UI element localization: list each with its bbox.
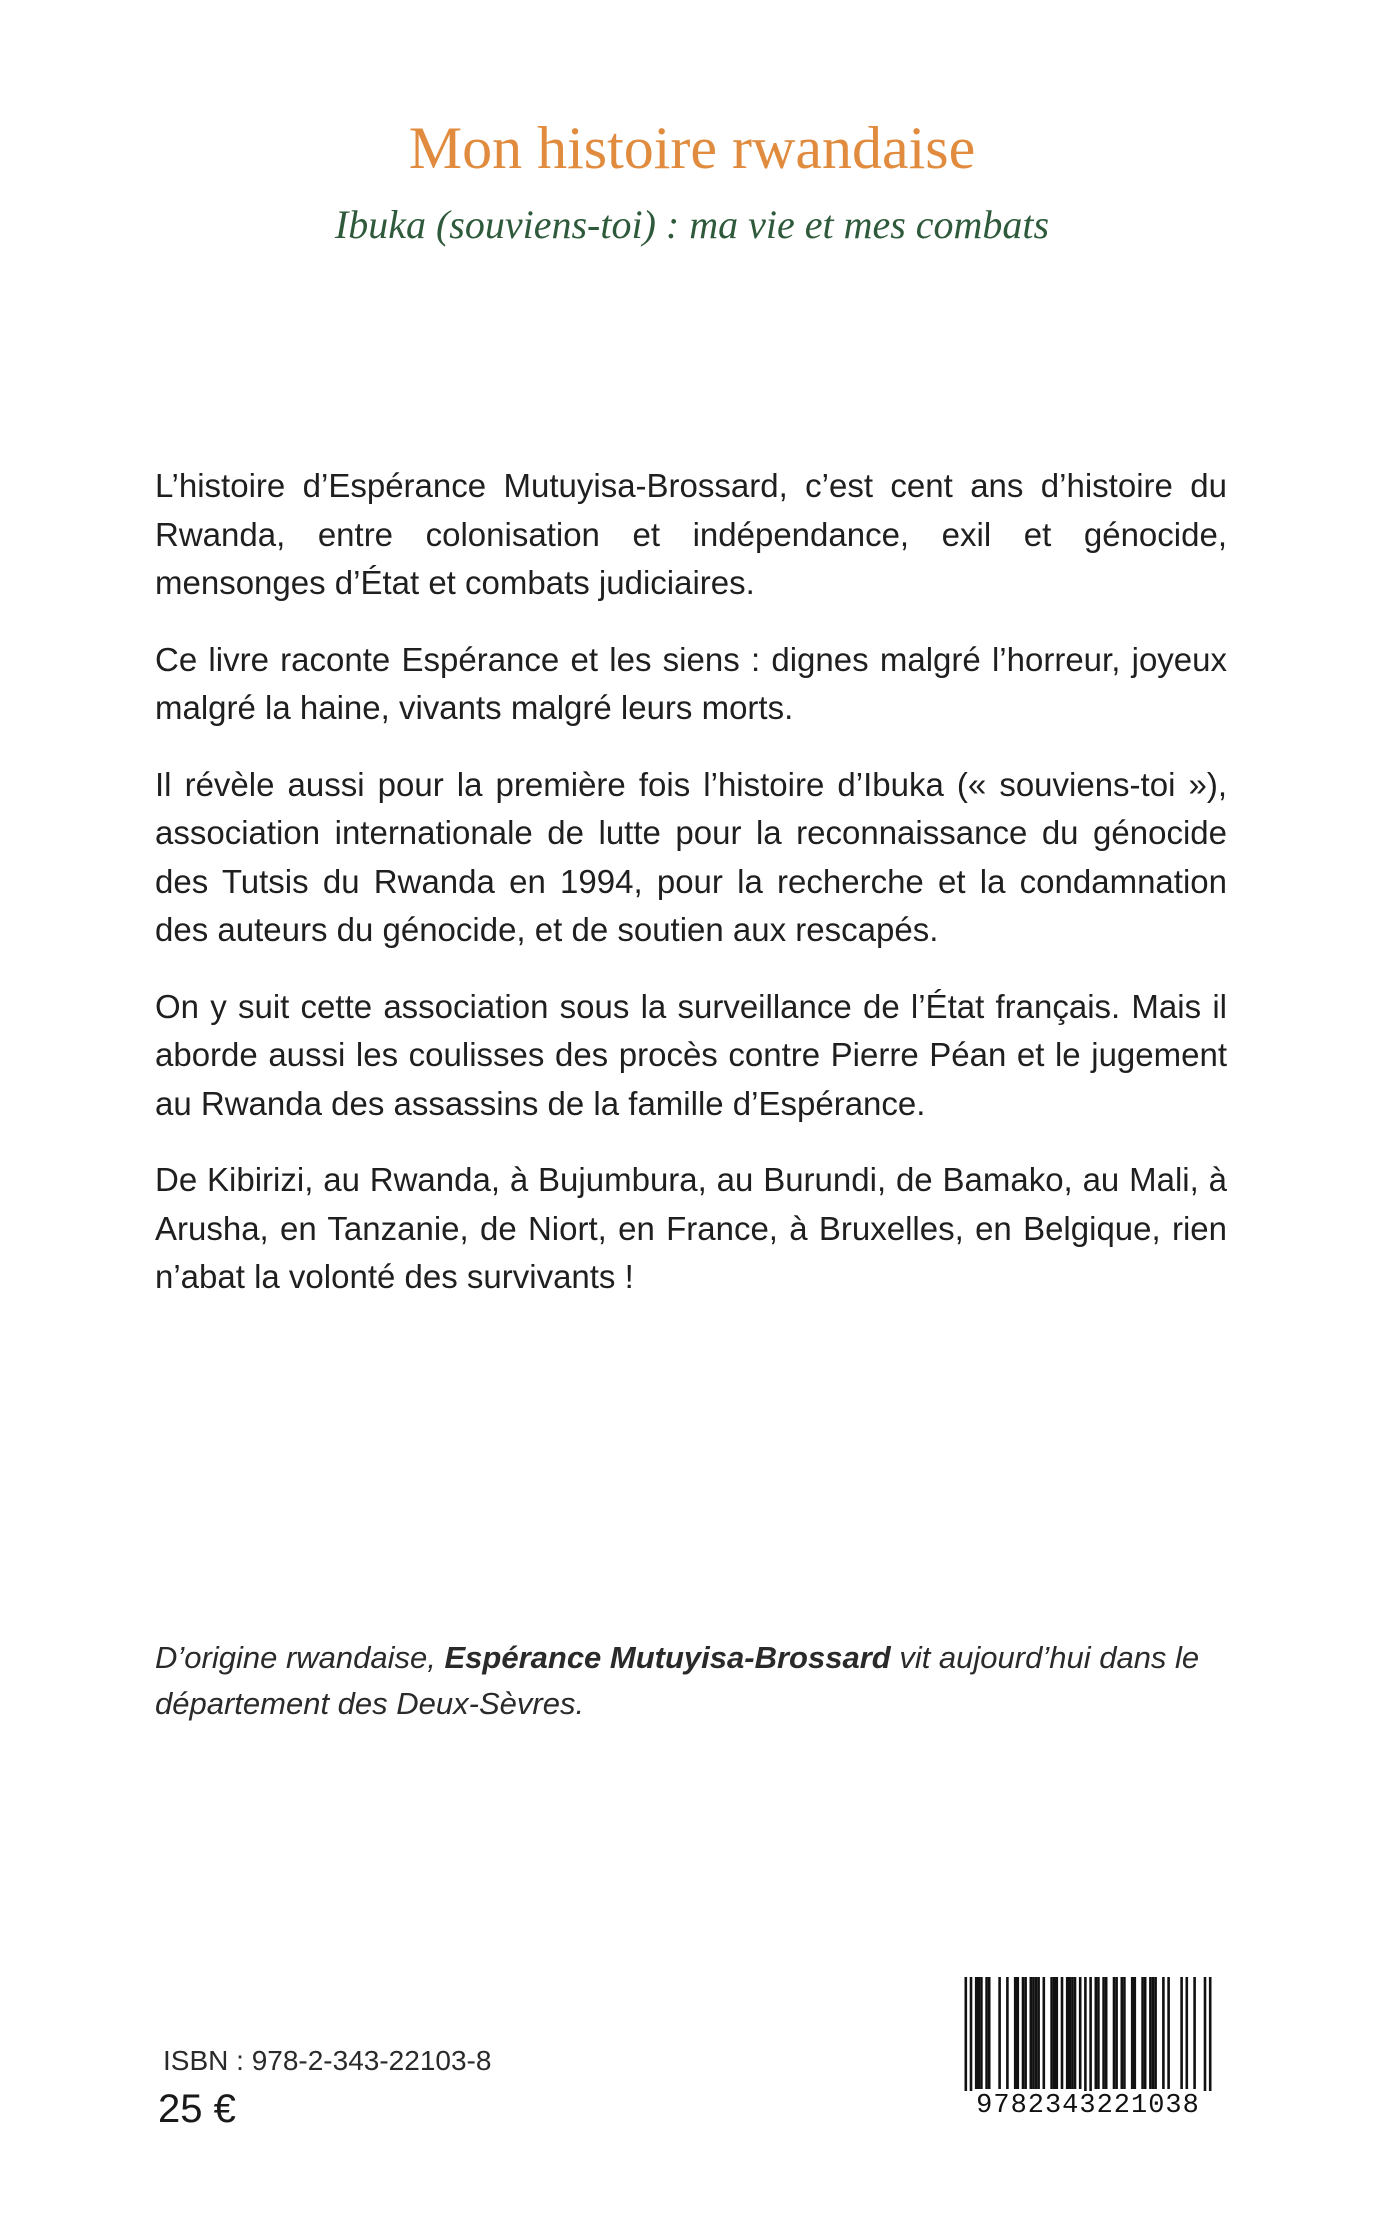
barcode-bar: [1006, 1977, 1009, 2089]
barcode-bar: [970, 1977, 973, 2095]
blurb-paragraph: On y suit cette association sous la surveillance de l’État français. Mais il aborde aussi les coulisses des procès contre Pierre Péan et le jugement au Rwanda des assassins de la famille d’Espérance.: [155, 987, 1227, 1122]
barcode-bar: [1105, 1977, 1108, 2089]
barcode-bar: [1204, 1977, 1207, 2095]
barcode-bar: [1014, 1977, 1017, 2089]
barcode-bar: [1095, 1977, 1098, 2089]
barcode-bar: [1084, 1977, 1087, 2095]
blurb-paragraph: Ce livre raconte Espérance et les siens : dignes malgré l’horreur, joyeux malgré la haine, vivants malgré leurs morts.: [155, 640, 1227, 726]
barcode-bar: [1035, 1977, 1038, 2089]
book-subtitle: Ibuka (souviens-toi) : ma vie et mes combats: [334, 202, 1050, 247]
barcode-bar: [1180, 1977, 1183, 2089]
barcode-bar: [1024, 1977, 1027, 2089]
price-label: 25 €: [158, 2087, 236, 2131]
barcode-bar: [1089, 1977, 1092, 2095]
barcode-bar: [1030, 1977, 1033, 2089]
barcode-bar: [965, 1977, 968, 2095]
barcode-bar: [1209, 1977, 1212, 2095]
blurb-paragraph: L’histoire d’Espérance Mutuyisa-Brossard, c’est cent ans d’histoire du Rwanda, entre colonisation et indépendance, exil et génocide, mensonges d’État et combats judiciaires.: [155, 467, 1227, 601]
barcode-bar: [1123, 1977, 1126, 2089]
author-bio-rest: vit aujourd’hui dans le département des Deux-Sèvres.: [155, 1640, 1200, 1721]
barcode-bar: [988, 1977, 991, 2089]
barcode-bar: [998, 1977, 1001, 2089]
barcode-bar: [1141, 1977, 1144, 2089]
barcode-bar: [1186, 1977, 1189, 2089]
book-title: Mon histoire rwandaise: [408, 115, 976, 181]
barcode-bar: [1053, 1977, 1056, 2089]
barcode-bar: [1050, 1977, 1053, 2089]
barcode-bar: [1149, 1977, 1152, 2089]
barcode-bar: [1193, 1977, 1196, 2089]
barcode-bar: [1074, 1977, 1077, 2089]
author-bio-intro: D’origine rwandaise,: [155, 1640, 445, 1675]
blurb-paragraph: Il révèle aussi pour la première fois l’histoire d’Ibuka (« souviens-toi »), association internationale de lutte pour la reconnaissance du génocide des Tutsis du Rwanda en 1994, pour la recherche et la condamnation des auteurs du génocide, et de soutien aux rescapés.: [155, 765, 1227, 948]
barcode-bar: [980, 1977, 983, 2089]
author-bio: [155, 1635, 1235, 1727]
barcode-bar: [1056, 1977, 1059, 2089]
barcode-bar: [1113, 1977, 1116, 2089]
barcode-bars: [948, 1977, 1228, 2095]
barcode-bar: [1162, 1977, 1165, 2089]
barcode-bar: [1121, 1977, 1124, 2089]
barcode-bar: [1154, 1977, 1157, 2089]
blurb-paragraph: De Kibirizi, au Rwanda, à Bujumbura, au Burundi, de Bamako, au Mali, à Arusha, en Tanzanie, de Niort, en France, à Bruxelles, en Belgique, rien n’abat la volonté des survivants !: [155, 1161, 1227, 1295]
barcode-bar: [1022, 1977, 1025, 2089]
back-cover-blurb: [155, 462, 1227, 1330]
barcode-bar: [1131, 1977, 1134, 2089]
barcode-bar: [1032, 1977, 1035, 2089]
barcode-bar: [1097, 1977, 1100, 2089]
barcode-bar: [1115, 1977, 1118, 2089]
isbn-number: ISBN : 978-2-343-22103-8: [163, 2045, 492, 2076]
barcode-bar: [1079, 1977, 1082, 2089]
barcode-bar: [1043, 1977, 1046, 2089]
barcode-bar: [1071, 1977, 1074, 2089]
barcode-bar: [1017, 1977, 1020, 2089]
barcode-bar: [1066, 1977, 1069, 2089]
barcode-bar: [1144, 1977, 1147, 2089]
barcode-bar: [1069, 1977, 1072, 2089]
author-name: Espérance Mutuyisa-Brossard: [444, 1640, 891, 1675]
barcode-bar: [1134, 1977, 1137, 2089]
barcode-bar: [978, 1977, 981, 2089]
barcode-bar: [975, 1977, 978, 2089]
barcode-digits: 9782343221038: [948, 2091, 1228, 2121]
barcode-bar: [1152, 1977, 1155, 2089]
barcode-bar: [985, 1977, 988, 2089]
barcode-bar: [1102, 1977, 1105, 2089]
barcode-bar: [1037, 1977, 1040, 2089]
isbn-barcode: [948, 1977, 1228, 2122]
barcode-bar: [1061, 1977, 1064, 2089]
barcode-bar: [1167, 1977, 1170, 2089]
